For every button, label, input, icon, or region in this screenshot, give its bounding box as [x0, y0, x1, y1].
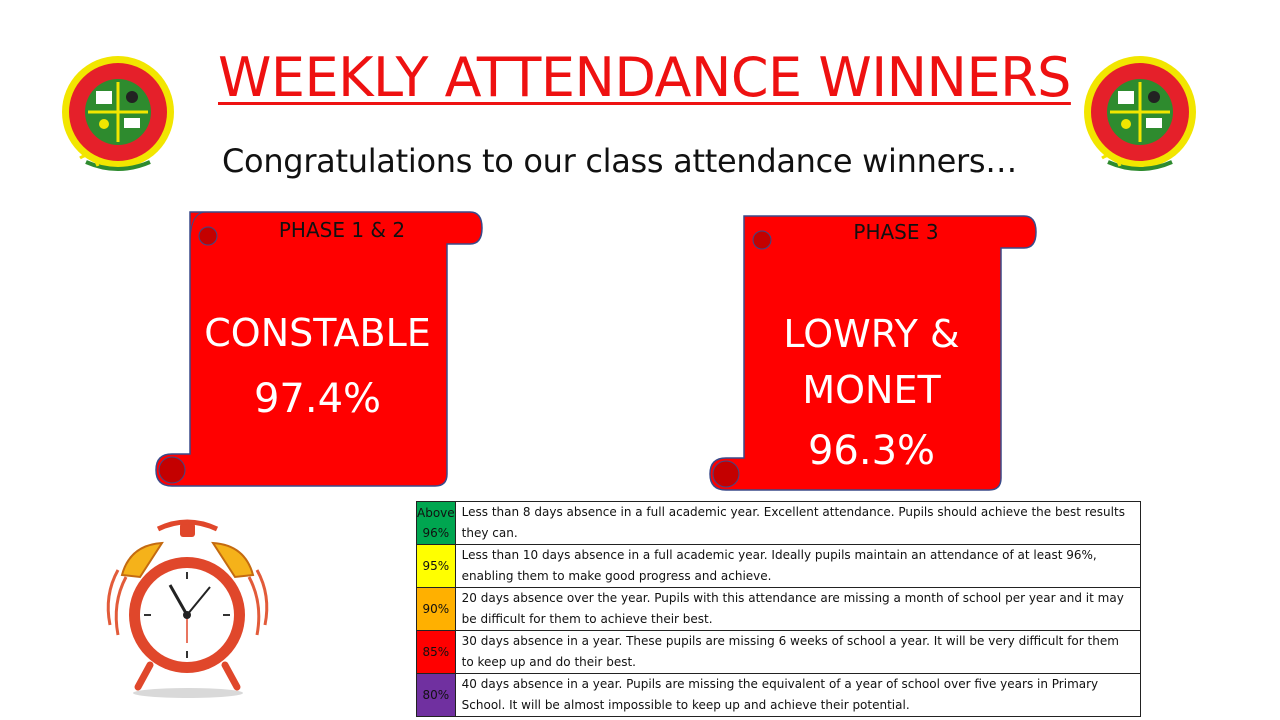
band-description: 40 days absence in a year. Pupils are missing the equivalent of a year of school over five years in Primary School. It will be almost impossible to keep up and achieve their potential.: [455, 674, 1140, 717]
attendance-band: 95%: [417, 545, 456, 588]
legend-row: [417, 674, 1141, 717]
legend-row: [417, 631, 1141, 674]
winner-percentage: 96.3%: [807, 428, 936, 474]
attendance-legend-table: [416, 501, 1141, 717]
winner-class-name: CONSTABLE: [204, 311, 431, 355]
band-description: Less than 10 days absence in a full academic year. Ideally pupils maintain an attendance of at least 96%, enabling them to make good progress and achieve.: [455, 545, 1140, 588]
alarm-clock-icon: [100, 515, 275, 700]
phase-label: PHASE 1 & 2: [278, 218, 406, 242]
attendance-band: Above 96%: [417, 502, 456, 545]
winner-class-name: MONET: [802, 368, 941, 412]
band-description: 30 days absence in a year. These pupils are missing 6 weeks of school a year. It will be very difficult for them to keep up and do their best.: [455, 631, 1140, 674]
page-subtitle: Congratulations to our class attendance winners…: [222, 142, 1017, 180]
attendance-band: 85%: [417, 631, 456, 674]
attendance-band: 90%: [417, 588, 456, 631]
winner-scroll-phase-3: [704, 212, 1044, 497]
phase-label: PHASE 3: [853, 220, 939, 244]
legend-row: [417, 502, 1141, 545]
winner-class-name: LOWRY &: [783, 312, 960, 356]
school-logo-icon: [1080, 54, 1200, 174]
band-description: Less than 8 days absence in a full academic year. Excellent attendance. Pupils should achieve the best results they can.: [455, 502, 1140, 545]
legend-row: [417, 588, 1141, 631]
school-logo-icon: [58, 54, 178, 174]
winner-percentage: 97.4%: [253, 376, 382, 422]
page-title: WEEKLY ATTENDANCE WINNERS: [218, 46, 1071, 109]
winner-scroll-phase-1-2: [150, 208, 490, 493]
band-description: 20 days absence over the year. Pupils with this attendance are missing a month of school per year and it may be difficult for them to achieve their best.: [455, 588, 1140, 631]
legend-row: [417, 545, 1141, 588]
attendance-band: 80%: [417, 674, 456, 717]
